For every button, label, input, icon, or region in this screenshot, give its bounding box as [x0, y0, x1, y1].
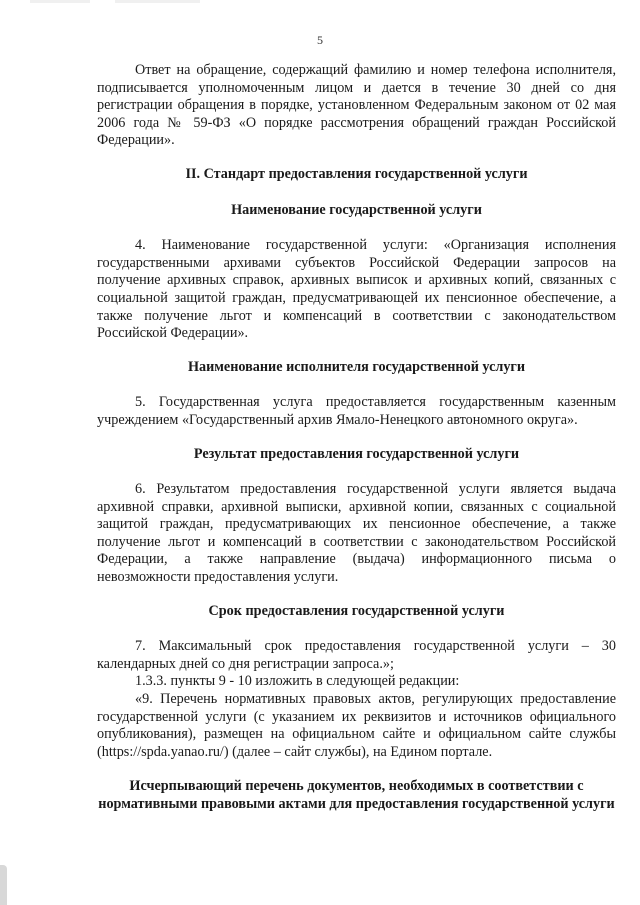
heading-service-result: Результат предоставления государственной услуги — [193, 445, 520, 462]
paragraph-7-term: 7. Максимальный срок предоставления государственной услуги – 30 календарных дней со дня регистрации запроса.»; — [97, 638, 616, 672]
heading-service-executor: Наименование исполнителя государственной услуги — [187, 358, 526, 375]
paragraph-response-signing: Ответ на обращение, содержащий фамилию и номер телефона исполнителя, подписывается уполномоченным лицом и дается в течение 30 дней со дня регистрации обращения в порядке, установленном Федеральным законом от 02 мая 2006 года № 59-ФЗ «О порядке рассмотрения обращений граждан Российской Федерации». — [97, 62, 616, 149]
paragraph-9-legal-acts: «9. Перечень нормативных правовых актов, регулирующих предоставление государственной услуги (с указанием их реквизитов и источников официального опубликования), размещен на официальном сайте и официальном сайте службы (https://spda.yanao.ru/) (далее – сайт службы), на Едином портале. — [97, 691, 616, 760]
heading-service-term: Срок предоставления государственной услуги — [208, 602, 505, 619]
paragraph-4-service-name: 4. Наименование государственной услуги: «Организация исполнения государственными архивами субъектов Российской Федерации запросов на получение архивных справок, архивных выписок и архивных копий, связанных с социальной защитой граждан, предусматривающей их пенсионное обеспечение, а также получение льгот и компенсаций в соответствии с законодательством Российской Федерации». — [97, 237, 616, 342]
paragraph-5-executor: 5. Государственная услуга предоставляется государственным казенным учреждением «Государственный архив Ямало-Ненецкого автономного округа». — [97, 394, 616, 428]
heading-documents-list: Исчерпывающий перечень документов, необходимых в соответствии с нормативными правовыми актами для предоставления государственной услуги — [98, 778, 615, 812]
scan-edge-mark — [0, 865, 7, 905]
paragraph-1-3-3: 1.3.3. пункты 9 - 10 изложить в следующей редакции: — [135, 673, 460, 690]
scan-artifact — [30, 0, 200, 3]
document-body — [97, 62, 616, 814]
paragraph-6-result: 6. Результатом предоставления государственной услуги является выдача архивной справки, архивной выписки, архивной копии, связанных с социальной защитой граждан, предусматривающих их пенсионное обеспечение, а также получение льгот и компенсаций в соответствии с законодательством Российской Федерации, а также направление (выдача) информационного письма о невозможности предоставления услуги. — [97, 481, 616, 586]
section-heading-standard: II. Стандарт предоставления государственной услуги — [185, 165, 528, 182]
page-number: 5 — [317, 33, 323, 47]
heading-service-name: Наименование государственной услуги — [231, 201, 482, 218]
